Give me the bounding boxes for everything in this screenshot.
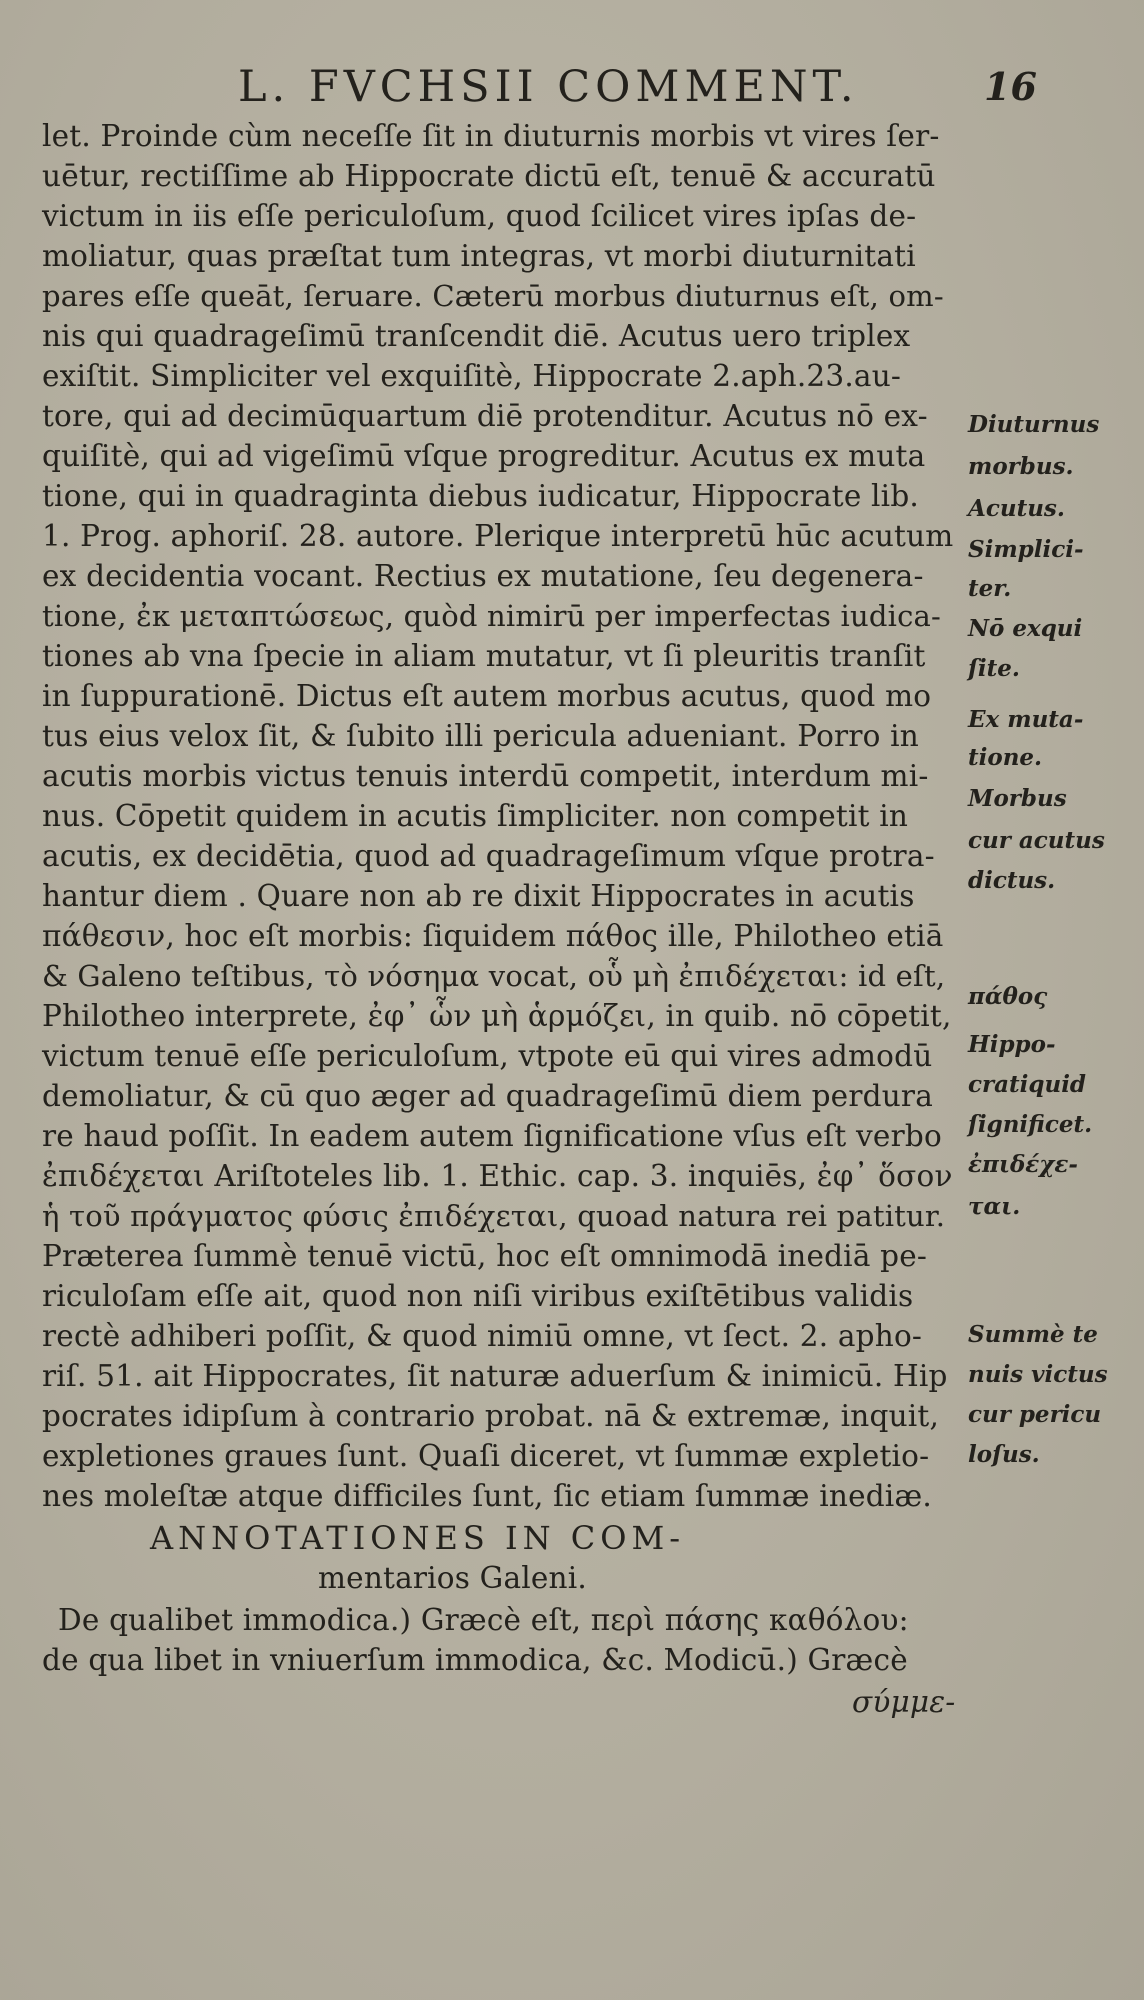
text-line: victum tenuē eſſe periculoſum, vtpote eū qui vires admodū <box>42 1039 933 1073</box>
text-line: expletiones graues ſunt. Quaſi diceret, vt ſummæ expletio- <box>42 1439 930 1473</box>
text-line: Philotheo interprete, ἐφ᾽ ὧν μὴ ἁρμόζει, in quib. nō cōpetit, <box>42 999 952 1033</box>
text-line: moliatur, quas præſtat tum integras, vt morbi diuturnitati <box>42 239 916 273</box>
text-line: tione, ἐκ μεταπτώσεως, quòd nimirū per imperfectas iudica- <box>42 599 942 633</box>
text-line: demoliatur, & cū quo æger ad quadrageſimū diem perdura <box>42 1079 933 1113</box>
margin-note: cratiquid <box>968 1071 1087 1098</box>
text-line: & Galeno teſtibus, τὸ νόσημα vocat, οὗ μὴ ἐπιδέχεται: id eſt, <box>42 959 946 993</box>
margin-note: dictus. <box>968 867 1056 894</box>
page-header <box>0 62 1144 112</box>
text-line: ἡ τοῦ πράγματος φύσις ἐπιδέχεται, quoad natura rei patitur. <box>42 1199 946 1233</box>
page-number: 16 <box>984 64 1037 109</box>
text-line: pocrates idipſum à contrario probat. nā & extremæ, inquit, <box>42 1399 940 1433</box>
margin-note: loſus. <box>968 1441 1040 1468</box>
margin-note: ter. <box>968 575 1012 602</box>
margin-note: ſignificet. <box>968 1111 1093 1138</box>
text-line: riſ. 51. ait Hippocrates, ſit naturæ aduerſum & inimicū. Hip <box>42 1359 948 1393</box>
margin-note: Simplici- <box>968 536 1084 563</box>
text-line: hantur diem . Quare non ab re dixit Hippocrates in acutis <box>42 879 915 913</box>
text-line: quiſitè, qui ad vigeſimū vſque progreditur. Acutus ex muta <box>42 439 926 473</box>
annotations-heading: ANNOTATIONES IN COM- <box>150 1519 686 1557</box>
text-line: exiſtit. Simpliciter vel exquiſitè, Hippocrate 2.aph.23.au- <box>42 359 902 393</box>
text-line: pares eſſe queāt, ſeruare. Cæterū morbus diuturnus eſt, om- <box>42 279 944 313</box>
margin-note: Summè te <box>968 1321 1098 1348</box>
running-title: L. FVCHSII COMMENT. <box>238 62 859 112</box>
margin-note: Morbus <box>968 785 1067 812</box>
text-line: uētur, rectiſſime ab Hippocrate dictū eſt, tenuē & accuratū <box>42 159 936 193</box>
margin-note: ται. <box>968 1193 1021 1220</box>
text-line: let. Proinde cùm neceſſe ſit in diuturnis morbis vt vires ſer- <box>42 119 940 153</box>
text-line: in ſuppurationē. Dictus eſt autem morbus acutus, quod mo <box>42 679 932 713</box>
text-line: nus. Cōpetit quidem in acutis ſimpliciter. non competit in <box>42 799 909 833</box>
margin-note: ἐπιδέχε- <box>968 1151 1078 1178</box>
margin-note: nuis victus <box>968 1361 1108 1388</box>
text-line: 1. Prog. aphoriſ. 28. autore. Plerique interpretū hūc acutum <box>42 519 954 553</box>
catchword: σύμμε- <box>852 1685 956 1719</box>
text-line: acutis, ex decidētia, quod ad quadrageſimum vſque protra- <box>42 839 935 873</box>
text-line: riculoſam eſſe ait, quod non niſi viribus exiſtētibus validis <box>42 1279 914 1313</box>
text-line: tore, qui ad decimūquartum diē protenditur. Acutus nō ex- <box>42 399 928 433</box>
annotation-line: De qualibet immodica.) Græcè eſt, περὶ πάσης καθόλου: <box>58 1603 909 1637</box>
text-line: acutis morbis victus tenuis interdū competit, interdum mi- <box>42 759 929 793</box>
margin-note: Diuturnus <box>968 411 1100 438</box>
text-line: victum in iis eſſe periculoſum, quod ſcilicet vires ipſas de- <box>42 199 917 233</box>
margin-note: Hippo- <box>968 1031 1056 1058</box>
text-line: ex decidentia vocant. Rectius ex mutatione, ſeu degenera- <box>42 559 924 593</box>
margin-note: Acutus. <box>968 495 1065 522</box>
text-line: ἐπιδέχεται Ariſtoteles lib. 1. Ethic. cap. 3. inquiēs, ἐφ᾽ ὅσον <box>42 1159 953 1193</box>
text-line: nes moleſtæ atque difficiles ſunt, ſic etiam ſummæ inediæ. <box>42 1479 932 1513</box>
text-line: tus eius velox ſit, & ſubito illi pericula adueniant. Porro in <box>42 719 920 753</box>
margin-note: ſite. <box>968 655 1020 682</box>
text-line: tione, qui in quadraginta diebus iudicatur, Hippocrate lib. <box>42 479 919 513</box>
margin-note: πάθος <box>968 983 1048 1010</box>
margin-note: morbus. <box>968 453 1074 480</box>
margin-note: Ex muta- <box>968 706 1084 733</box>
text-line: Præterea ſummè tenuē victū, hoc eſt omnimodā inediā pe- <box>42 1239 928 1273</box>
annotation-line: de qua libet in vniuerſum immodica, &c. Modicū.) Græcè <box>42 1643 908 1677</box>
text-line: nis qui quadrageſimū tranſcendit diē. Acutus uero triplex <box>42 319 911 353</box>
text-line: tiones ab vna ſpecie in aliam mutatur, vt ſi pleuritis tranſit <box>42 639 926 673</box>
margin-note: tione. <box>968 744 1043 771</box>
text-line: πάθεσιν, hoc eſt morbis: ſiquidem πάθος ille, Philotheo etiā <box>42 919 944 953</box>
annotations-subheading: mentarios Galeni. <box>318 1561 587 1595</box>
margin-note: cur acutus <box>968 827 1105 854</box>
text-line: re haud poſſit. In eadem autem ſignificatione vſus eſt verbo <box>42 1119 942 1153</box>
margin-note: Nō exqui <box>968 615 1083 642</box>
margin-note: cur pericu <box>968 1401 1102 1428</box>
text-line: rectè adhiberi poſſit, & quod nimiū omne, vt ſect. 2. apho- <box>42 1319 923 1353</box>
